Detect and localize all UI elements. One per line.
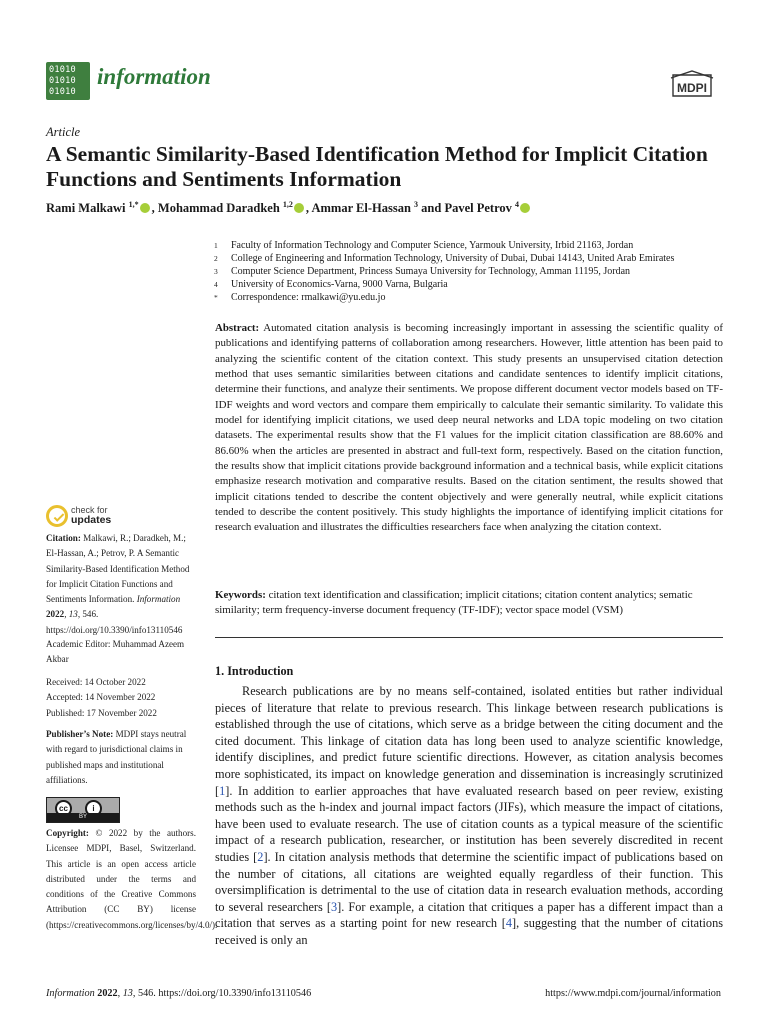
author-affiliation-marker: 1,* [128, 200, 139, 209]
footer-citation: Information 2022, 13, 546. https://doi.org/10.3390/info13110546 [46, 988, 312, 999]
abstract [215, 321, 723, 536]
journal-logo [46, 62, 90, 100]
copyright-text: © 2022 by the authors. Licensee MDPI, Basel, Switzerland. This article is an open access article distributed under the terms and conditions of the Creative Commons Attribution (CC BY) license (https://creativecommons.org/licenses/by/4.0/). [46, 828, 218, 930]
affiliation-text: Computer Science Department, Princess Sumaya University for Technology, Amman 11195, Jordan [231, 266, 631, 277]
check-updates-bottom-text: updates [71, 514, 112, 526]
citation-year: 2022 [46, 609, 65, 620]
affiliation-marker: 1 [214, 241, 218, 250]
footer-doi[interactable]: , 546. https://doi.org/10.3390/info13110546 [132, 988, 312, 999]
cc-icon: cc [55, 800, 72, 817]
affiliations [214, 239, 734, 304]
mdpi-logo-icon [667, 70, 717, 98]
published-date: Published: 17 November 2022 [46, 707, 157, 718]
correspondence-email[interactable]: Correspondence: rmalkawi@yu.edu.jo [231, 292, 386, 303]
journal-logo-line: 01010 [49, 87, 76, 97]
citation-link[interactable]: 2 [257, 849, 264, 864]
abstract-label: Abstract: [215, 322, 260, 334]
publisher-note-label: Publisher’s Note: [46, 729, 114, 739]
citation-label: Citation: [46, 533, 81, 543]
affiliation-text: College of Engineering and Information Technology, University of Dubai, Dubai 14143, United Arab Emirates [231, 253, 675, 264]
citation-text: Malkawi, R.; Daradkeh, M.; El-Hassan, A.; Petrov, P. A Semantic Similarity-Based Identification Method for Implicit Citation Functions and Sentiments Information. [46, 533, 190, 605]
citation-link[interactable]: 3 [330, 899, 338, 914]
affiliation-text: Faculty of Information Technology and Computer Science, Yarmouk University, Irbid 21163, Jordan [231, 240, 634, 251]
check-for-updates-badge[interactable] [46, 505, 166, 529]
copyright-notice [46, 826, 218, 933]
academic-editor: Academic Editor: Muhammad Azeem Akbar [46, 639, 185, 665]
publisher-note [46, 727, 196, 788]
footer-year: 2022 [97, 988, 118, 999]
affiliation-item [214, 291, 734, 304]
author-name[interactable]: Rami Malkawi [46, 201, 126, 216]
affiliation-text: University of Economics-Varna, 9000 Varna, Bulgaria [231, 279, 448, 290]
affiliation-item [214, 265, 734, 278]
introduction-heading: 1. Introduction [215, 664, 294, 678]
footer-journal-url[interactable]: https://www.mdpi.com/journal/information [545, 988, 721, 999]
author-affiliation-marker: 3 [414, 200, 419, 209]
keywords-text: citation text identification and classification; implicit citations; citation content analytics; sematic similarity; term frequency-inverse document frequency (TF-IDF); vector space model (VSM) [215, 589, 693, 617]
author-affiliation-marker: 1,2 [282, 200, 293, 209]
journal-logo-line: 01010 [49, 65, 76, 75]
check-updates-top-text: check for [71, 505, 108, 515]
attribution-icon: i [85, 800, 102, 817]
citation-link[interactable]: 1 [219, 783, 226, 798]
intro-text: ]. For example, a citation that critiques a paper has a different impact than a citation that serves as a starting point for new research [ [215, 899, 724, 931]
citation-volume: 13 [68, 609, 78, 620]
affiliation-item [214, 239, 734, 252]
citation-journal: Information [136, 594, 181, 605]
affiliation-item [214, 252, 734, 265]
intro-text: ]. In addition to earlier approaches that have evaluated research based on peer review, existing methods such as the h-index and journal impact factors (JIFs), which measure the impact of citations, have been used to evaluate research. The use of citation counts as a typical measure of the scientific impact of a research publication, researcher, or institution has been severely discredited in recent studies [ [215, 783, 723, 864]
affiliation-marker: 3 [214, 267, 218, 276]
author-list: Rami Malkawi $^{1,*}$ , Mohammad Daradkeh $^{1,2}$ , Ammar El-Hassan $^3$ and Pavel Petrov $^4$ [46, 200, 736, 216]
footer-journal: Information [46, 988, 95, 999]
paper-title: A Semantic Similarity-Based Identification Method for Implicit Citation Functions and Sentiments Information [46, 142, 708, 191]
check-updates-icon [46, 505, 68, 527]
author-name[interactable]: Pavel Petrov [444, 201, 512, 216]
affiliation-marker: * [214, 293, 218, 302]
affiliation-item [214, 278, 734, 291]
author-affiliation-marker: 4 [515, 200, 520, 209]
accepted-date: Accepted: 14 November 2022 [46, 692, 156, 703]
mdpi-logo-text: MDPI [677, 81, 707, 95]
journal-logo-line: 01010 [49, 76, 76, 86]
journal-name: information [97, 64, 211, 89]
citation-doi-link[interactable]: https://doi.org/10.3390/info13110546 [46, 624, 183, 635]
orcid-icon[interactable] [140, 203, 150, 213]
publication-dates [46, 675, 196, 721]
intro-text: ]. In citation analysis methods that determine the scientific impact of publications based on the number of citations, all citations are weighted equally regardless of their function. This oversimplification is detrimental to the use of citation data in research evaluation methods, according to several researchers [ [215, 849, 724, 914]
introduction-paragraph [215, 683, 723, 949]
citation-link[interactable]: 4 [505, 916, 513, 931]
citation-pages: , 546. [77, 609, 99, 620]
author-name[interactable]: Ammar El-Hassan [311, 201, 411, 216]
footer-volume: 13 [122, 988, 133, 999]
check-updates-label [71, 505, 111, 525]
affiliation-marker: 4 [214, 280, 218, 289]
publisher-note-text: MDPI stays neutral with regard to jurisdictional claims in published maps and institutional affiliations. [46, 729, 187, 785]
affiliation-marker: 2 [214, 254, 218, 263]
copyright-label: Copyright: [46, 828, 89, 838]
intro-text: Research publications are by no means self-contained, isolated entities but rather individual pieces of literature that relate to previous research. This linkage between research publications is established through the use of citations, which serve as a bridge between the citing document and the cited document. This linkage of citation data has long been used to analyze scientific knowledge, identify disciplines, and predict future scientific directions. However, as citation analysis becomes more sophisticated, its impact on knowledge generation and dissemination is increasingly scrutinized [ [215, 684, 723, 798]
author-name[interactable]: Mohammad Daradkeh [157, 201, 280, 216]
intro-text: ], suggesting that the number of citations received is only an [215, 916, 724, 947]
mdpi-logo [667, 70, 717, 98]
authors-conjunction: and [421, 201, 442, 216]
abstract-text: Automated citation analysis is becoming increasingly important in assessing the scientific quality of publications and identifying patterns of collaboration among researchers. However, little attention has been paid to analyzing the scientific content of the citation context. This study presents an unsupervised citation detection method that uses semantic similarities between citations and candidate sentences to identify implicit citations, determine their functions, and analyze their sentiments. We propose different document vector models based on TF-IDF weights and word vectors and compare them empirically to calculate their semantic similarity. To validate this model for identifying implicit citations, we used deep neural networks and LDA topic modeling on two citation datasets. The experimental results show that the F1 values for the implicit citation classification are 88.60% and 86.60% when the articles are presented in abstract and full-text form, respectively. Based on the citation function, the results show that implicit citations provide background information and a technical basis, while explicit citations emphasize research motivation and comparative results. Based on the citation sentiment, the results showed that implicit citations tended to describe the content objectively and were generally neutral, while explicit citations tended to describe the content positively. This study highlights the importance of identifying implicit citations for research evaluation and illustrates the difficulties researchers face when analyzing the citation context. [215, 322, 723, 534]
orcid-icon[interactable] [294, 203, 304, 213]
article-type: Article [46, 125, 81, 139]
cc-by-license-badge[interactable] [46, 797, 120, 823]
section-divider [215, 637, 723, 638]
cc-by-label: BY [47, 813, 119, 822]
orcid-icon[interactable] [520, 203, 530, 213]
keywords [215, 588, 723, 619]
citation-info: Citation: Malkawi, R.; Daradkeh, M.; El-Hassan, A.; Petrov, P. A Semantic Similarity-Based Identification Method for Implicit Citation Functions and Sentiments Information. Information 2022, 13, 546. https://doi.org/10.3390/info13110546 [46, 533, 190, 635]
keywords-label: Keywords: [215, 589, 266, 601]
received-date: Received: 14 October 2022 [46, 677, 146, 687]
